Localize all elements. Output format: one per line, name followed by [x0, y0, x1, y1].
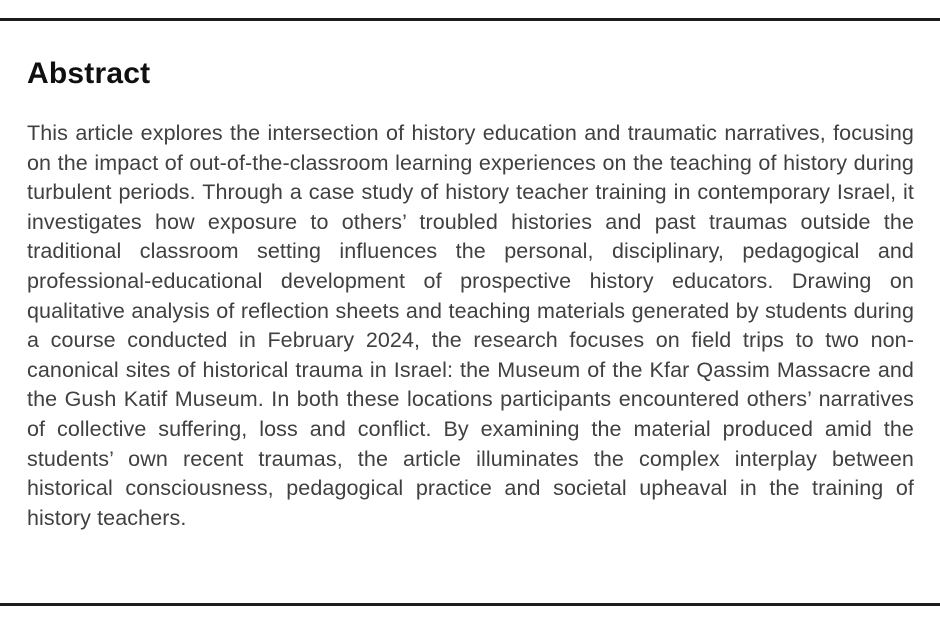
abstract-heading: Abstract — [27, 57, 151, 90]
abstract-paragraph: This article explores the intersection of history education and traumatic narratives, focusing on the impact of out-of-the-classroom learning experiences on the teaching of history during turbulent periods. Through a case study of history teacher training in contemporary Israel, it investigates how exposure to others’ troubled histories and past traumas outside the traditional classroom setting influences the personal, disciplinary, pedagogical and professional-educational development of prospective history educators. Drawing on qualitative analysis of reflection sheets and teaching materials generated by students during a course conducted in February 2024, the research focuses on field trips to two non-canonical sites of historical trauma in Israel: the Museum of the Kfar Qassim Massacre and the Gush Katif Museum. In both these locations participants encountered others’ narratives of collective suffering, loss and conflict. By examining the material produced amid the students’ own recent traumas, the article illuminates the complex interplay between historical consciousness, pedagogical practice and societal upheaval in the training of history teachers. — [27, 121, 914, 530]
bottom-divider-rule — [0, 603, 940, 606]
top-divider-rule — [0, 18, 940, 21]
